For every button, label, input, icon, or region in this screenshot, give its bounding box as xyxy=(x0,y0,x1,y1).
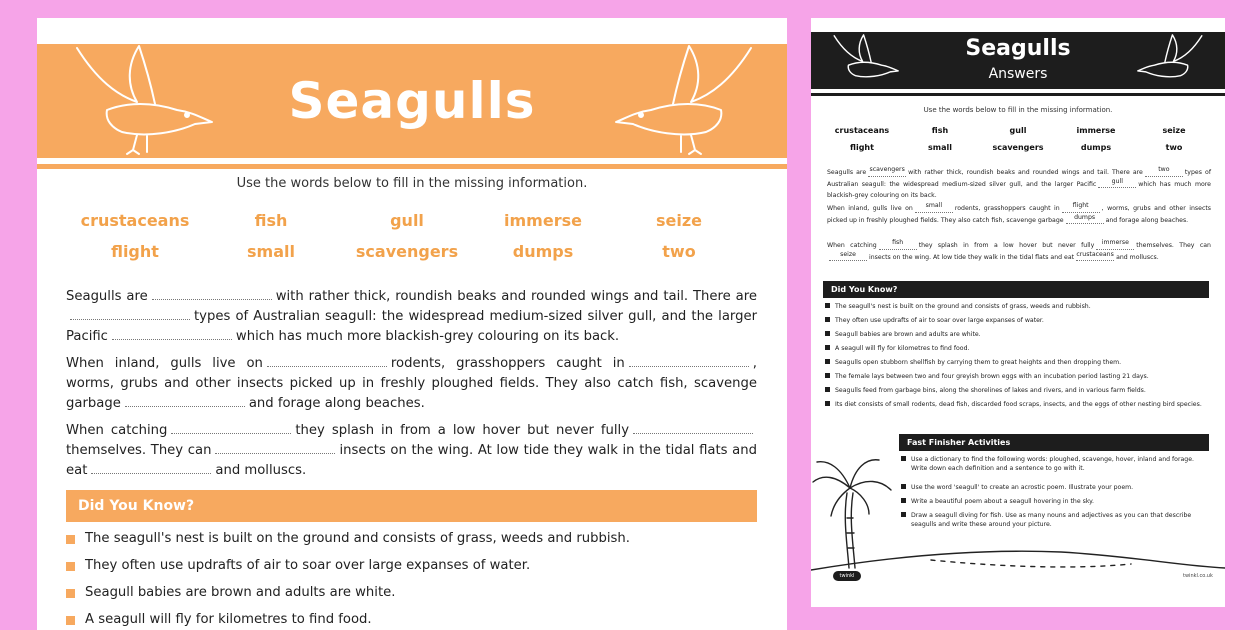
list-item: The female lays between two and four greyish brown eggs with an incubation period lasting 21 days. xyxy=(825,372,1209,386)
word-bank-word: dumps xyxy=(512,242,574,261)
paragraph-text: which has much more blackish-grey colouring on its back. xyxy=(827,180,1211,199)
word-bank-word: crustaceans xyxy=(834,126,890,135)
paragraph-text: When inland, gulls live on xyxy=(827,205,913,212)
word-bank-word: seize xyxy=(655,211,703,230)
did-you-know-heading: Did You Know? xyxy=(66,490,757,522)
paragraph-text: types of Australian seagull: the widespread medium-sized silver gull, and the larger Pacific xyxy=(66,309,757,344)
paragraph-text: Seagulls are xyxy=(66,289,148,304)
instruction-text: Use the words below to fill in the missing information. xyxy=(236,176,588,191)
footer-text: twinkl.co.uk xyxy=(1183,573,1213,579)
paragraph-2 xyxy=(66,354,757,414)
activities-list xyxy=(901,455,1209,535)
paragraph-3 xyxy=(66,421,757,481)
answer-word: scavengers xyxy=(868,165,906,177)
word-bank-word: two xyxy=(662,242,696,261)
word-bank-row-2 xyxy=(67,242,747,261)
paragraph-text: When catching xyxy=(66,423,168,438)
list-item: The seagull's nest is built on the ground and consists of grass, weeds and rubbish. xyxy=(825,302,1209,316)
answer-title: Seagulls xyxy=(965,36,1071,61)
facts-list xyxy=(66,530,757,630)
word-bank-word: immerse xyxy=(504,211,582,230)
answer-header-stripe xyxy=(811,93,1225,96)
paragraph-text: Seagulls are xyxy=(827,169,867,176)
list-item: Seagulls feed from garbage bins, along the shorelines of lakes and rivers, and in various farm fields. xyxy=(825,386,1209,400)
word-bank-word: seize xyxy=(1162,126,1186,135)
answer-word: flight xyxy=(1062,201,1100,213)
paragraph-text: rodents, grasshoppers caught in xyxy=(954,205,1060,212)
word-bank-word: small xyxy=(928,143,952,152)
header-stripe xyxy=(37,164,787,169)
worksheet-page xyxy=(37,18,787,630)
paragraph-text: they splash in from a low hover but never fully xyxy=(918,242,1095,249)
answer-instruction: Use the words below to fill in the missing information. xyxy=(923,106,1113,114)
answer-word: small xyxy=(915,201,953,213)
answer-facts-list xyxy=(825,302,1209,424)
answer-word-bank-row-1 xyxy=(823,126,1213,135)
fill-blank[interactable] xyxy=(267,355,387,367)
word-bank-word: two xyxy=(1165,143,1183,152)
word-bank-row-1 xyxy=(67,211,747,230)
paragraph-text: and molluscs. xyxy=(1116,253,1159,261)
twinkl-logo: twinkl xyxy=(833,571,861,581)
word-bank-word: flight xyxy=(111,242,159,261)
list-item: A seagull will fly for kilometres to find food. xyxy=(66,611,757,630)
list-item: Seagull babies are brown and adults are white. xyxy=(66,584,757,611)
answer-subtitle: Answers xyxy=(988,66,1048,82)
fill-blank[interactable] xyxy=(125,395,245,407)
paragraph-text: they splash in from a low hover but never fully xyxy=(295,423,629,438)
list-item: A seagull will fly for kilometres to find food. xyxy=(825,344,1209,358)
list-item: Its diet consists of small rodents, dead fish, discarded food scraps, insects, and the eggs of other nesting bird species. xyxy=(825,400,1209,424)
paragraph-text: with rather thick, roundish beaks and rounded wings and tail. There are xyxy=(275,289,757,304)
page-title: Seagulls xyxy=(288,72,536,130)
paragraph-1 xyxy=(66,287,757,347)
list-item: Seagull babies are brown and adults are white. xyxy=(825,330,1209,344)
paragraph-text: rodents, grasshoppers caught in xyxy=(390,356,625,371)
fill-blank[interactable] xyxy=(215,442,335,454)
fill-blank[interactable] xyxy=(633,422,753,434)
word-bank-word: small xyxy=(247,242,295,261)
paragraph-text: , worms, grubs and other insects picked up in freshly ploughed fields. They also catch fish, scavenge garbage xyxy=(827,205,1211,224)
answer-paragraph-2 xyxy=(827,204,1211,227)
answer-word: gull xyxy=(1098,177,1136,189)
word-bank-word: immerse xyxy=(1076,126,1116,135)
answer-word: fish xyxy=(879,238,917,250)
paragraph-text: with rather thick, roundish beaks and rounded wings and tail. There are xyxy=(908,169,1143,176)
paragraph-text: themselves. They can xyxy=(1136,242,1211,249)
paragraph-text: and forage along beaches. xyxy=(248,396,425,411)
list-item: Use the word 'seagull' to create an acrostic poem. Illustrate your poem. xyxy=(901,483,1209,497)
answer-word: dumps xyxy=(1066,213,1104,225)
fill-blank[interactable] xyxy=(112,328,232,340)
answer-word: crustaceans xyxy=(1076,250,1114,262)
answer-word: seize xyxy=(829,250,867,262)
list-item: Draw a seagull diving for fish. Use as many nouns and adjectives as you can that describe seagulls and write these around your picture. xyxy=(901,511,1209,535)
word-bank-word: crustaceans xyxy=(80,211,190,230)
word-bank-word: gull xyxy=(1009,126,1027,135)
fill-blank[interactable] xyxy=(152,288,272,300)
list-item: Seagulls open stubborn shellfish by carrying them to great heights and then dropping them. xyxy=(825,358,1209,372)
answer-did-you-know-heading: Did You Know? xyxy=(823,281,1209,298)
word-bank-word: scavengers xyxy=(992,143,1044,152)
answer-word: immerse xyxy=(1096,238,1134,250)
word-bank-word: fish xyxy=(254,211,288,230)
paragraph-text: When catching xyxy=(827,242,877,249)
fill-blank[interactable] xyxy=(70,308,190,320)
answer-paragraph-1 xyxy=(827,168,1211,202)
answer-word-bank-row-2 xyxy=(823,143,1213,152)
fill-blank[interactable] xyxy=(629,355,749,367)
list-item: They often use updrafts of air to soar over large expanses of water. xyxy=(825,316,1209,330)
word-bank-word: flight xyxy=(850,143,874,152)
answer-sheet-page xyxy=(811,18,1225,607)
answer-paragraph-3 xyxy=(827,241,1211,264)
list-item: The seagull's nest is built on the ground and consists of grass, weeds and rubbish. xyxy=(66,530,757,557)
word-bank-word: scavengers xyxy=(355,242,459,261)
answer-word: two xyxy=(1145,165,1183,177)
fill-blank[interactable] xyxy=(171,422,291,434)
paragraph-text: and forage along beaches. xyxy=(1105,216,1189,224)
paragraph-text: and molluscs. xyxy=(215,463,307,478)
paragraph-text: , worms, grubs and other insects picked up in freshly ploughed fields. They also catch fish, scavenge garbage xyxy=(66,356,757,411)
paragraph-text: insects on the wing. At low tide they walk in the tidal flats and eat xyxy=(869,253,1075,261)
paragraph-text: which has much more blackish-grey colouring on its back. xyxy=(235,329,620,344)
fast-finisher-heading: Fast Finisher Activities xyxy=(899,434,1209,451)
paragraph-text: insects on the wing. At low tide they walk in the tidal flats and eat xyxy=(66,443,757,478)
word-bank-word: dumps xyxy=(1080,143,1112,152)
list-item: Use a dictionary to find the following words: ploughed, scavenge, hover, inland and forage. Write down each definition and a sentence to go with it. xyxy=(901,455,1209,483)
word-bank-word: gull xyxy=(390,211,424,230)
paragraph-text: types of Australian seagull: the widespread medium-sized silver gull, and the larger Pacific xyxy=(827,169,1211,188)
fill-blank[interactable] xyxy=(91,462,211,474)
paragraph-text: themselves. They can xyxy=(66,443,212,458)
paragraph-text: When inland, gulls live on xyxy=(66,356,263,371)
word-bank-word: fish xyxy=(931,126,949,135)
list-item: Write a beautiful poem about a seagull hovering in the sky. xyxy=(901,497,1209,511)
list-item: They often use updrafts of air to soar over large expanses of water. xyxy=(66,557,757,584)
